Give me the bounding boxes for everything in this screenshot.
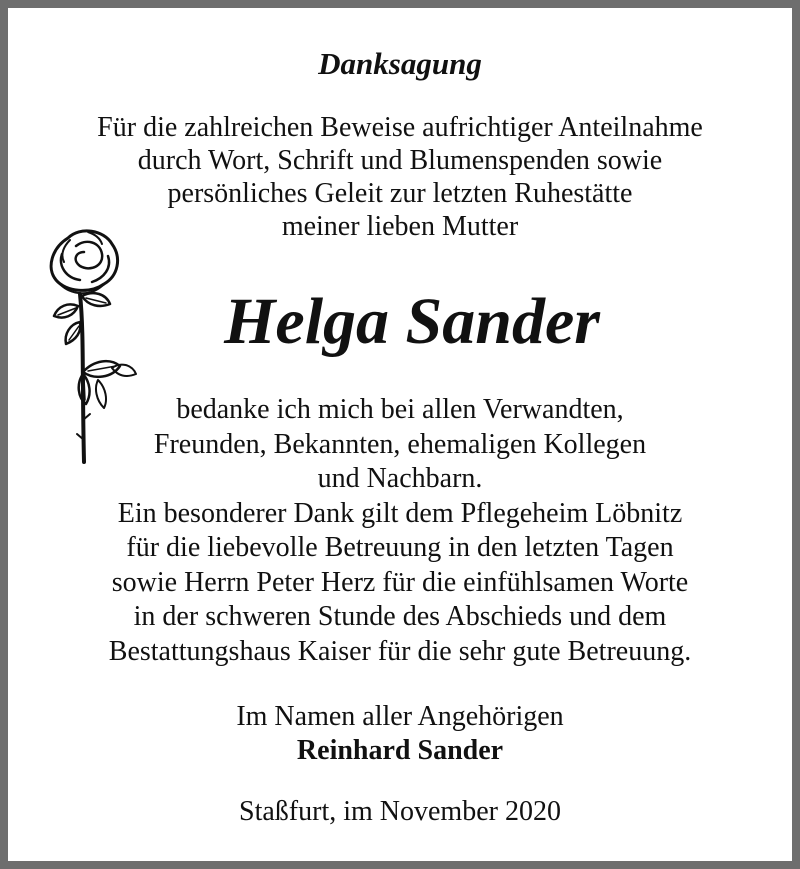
thanks-paragraph xyxy=(8,393,792,669)
intro-line: Für die zahlreichen Beweise aufrichtiger Anteilnahme xyxy=(97,112,703,143)
notice-heading: Danksagung xyxy=(318,46,482,81)
body-line: Freunden, Bekannten, ehemaligen Kollegen xyxy=(153,428,647,460)
body-line: bedanke ich mich bei allen Verwandten, xyxy=(176,394,624,425)
signer-name: Reinhard Sander xyxy=(296,735,504,766)
deceased-name: Helga Sander xyxy=(224,285,600,358)
body-line: und Nachbarn. xyxy=(317,463,483,494)
closing-line: Im Namen aller Angehörigen xyxy=(236,701,564,732)
intro-line: meiner lieben Mutter xyxy=(281,211,519,242)
obituary-notice xyxy=(8,8,792,861)
place-date: Staßfurt, im November 2020 xyxy=(239,796,561,827)
intro-line: persönliches Geleit zur letzten Ruhestätte xyxy=(167,178,633,209)
body-line: Ein besonderer Dank gilt dem Pflegeheim Löbnitz xyxy=(117,497,683,529)
body-line: in der schweren Stunde des Abschieds und dem xyxy=(133,601,667,632)
body-line: Bestattungshaus Kaiser für die sehr gute Betreuung. xyxy=(108,635,692,667)
intro-line: durch Wort, Schrift und Blumenspenden sowie xyxy=(137,145,663,176)
body-line: für die liebevolle Betreuung in den letzten Tagen xyxy=(126,532,674,563)
closing-block xyxy=(8,700,792,768)
body-line: sowie Herrn Peter Herz für die einfühlsamen Worte xyxy=(111,566,689,598)
